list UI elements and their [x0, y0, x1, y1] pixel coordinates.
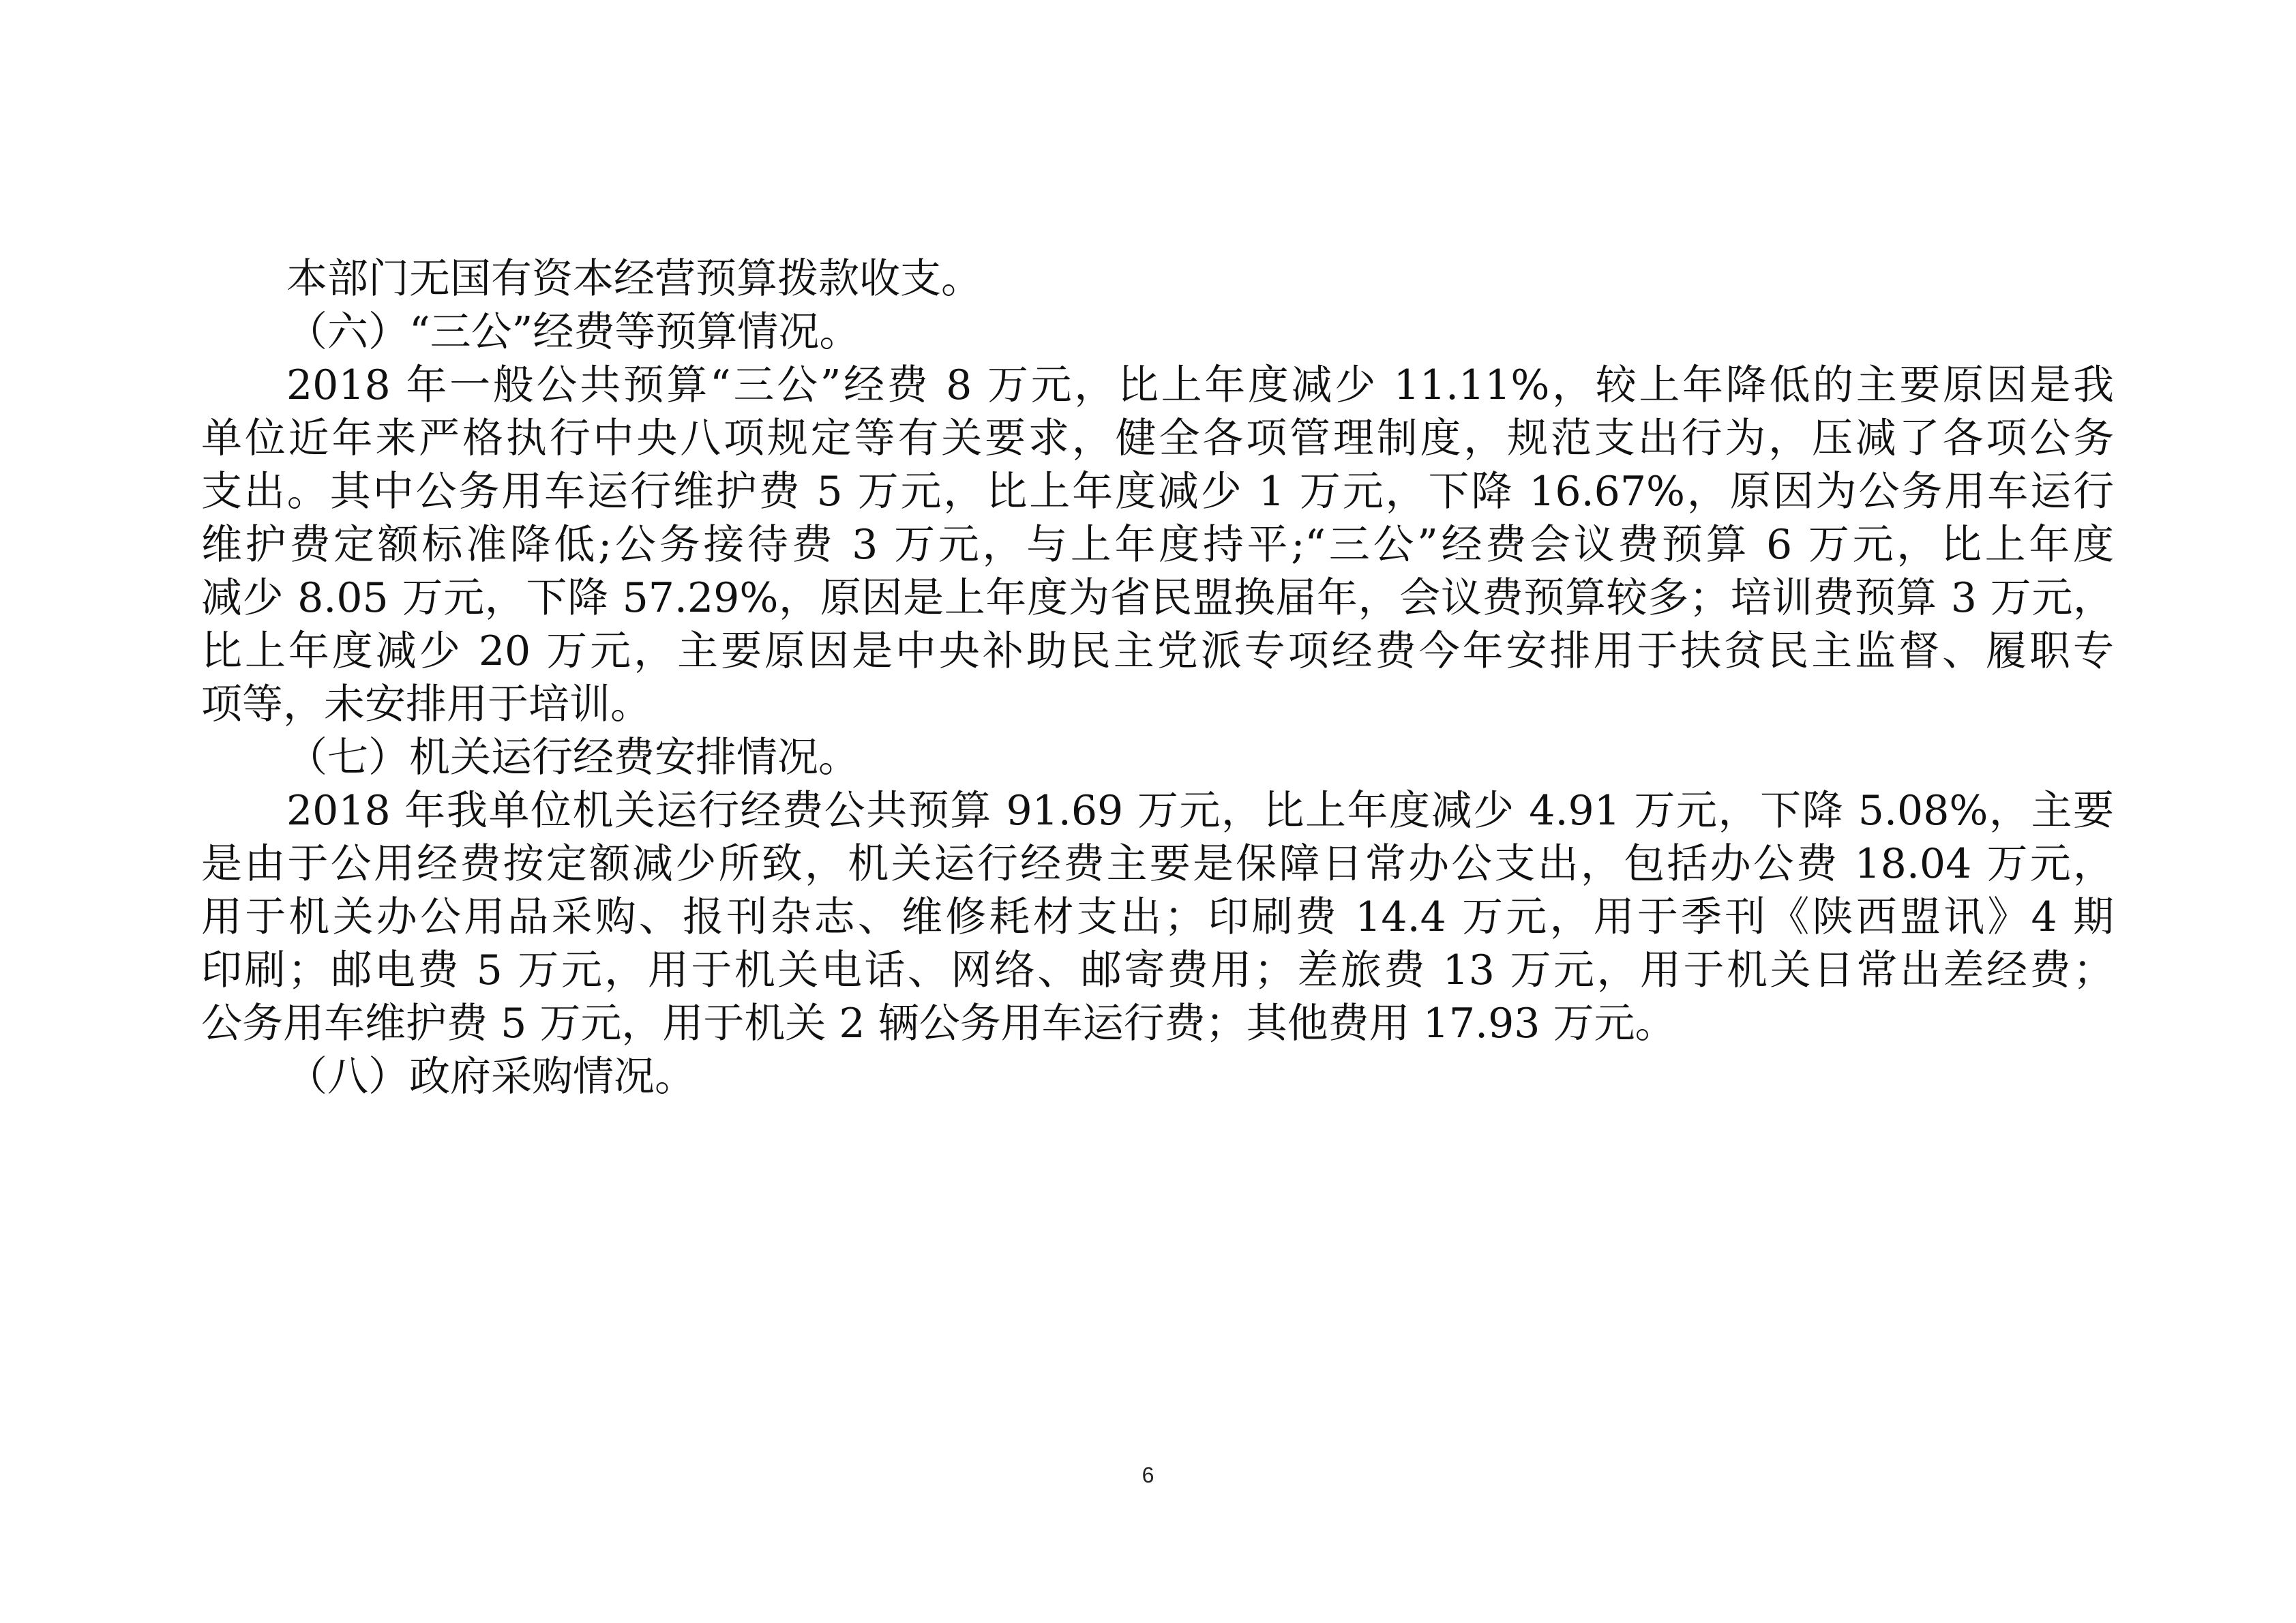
document-body	[201, 252, 2114, 1103]
paragraph-line: 维护费定额标准降低;公务接待费 3 万元，与上年度持平;“三公”经费会议费预算 6 万元，比上年度	[201, 521, 2114, 569]
paragraph-line: 支出。其中公务用车运行维护费 5 万元，比上年度减少 1 万元，下降 16.67%，原因为公务用车运行	[201, 468, 2114, 516]
section-heading-eight: （八）政府采购情况。	[286, 1053, 696, 1101]
section-heading-six: （六）“三公”经费等预算情况。	[286, 308, 861, 356]
paragraph-line: 2018 年一般公共预算“三公”经费 8 万元，比上年度减少 11.11%，较上年降低的主要原因是我	[286, 361, 2114, 409]
paragraph-line: 单位近年来严格执行中央八项规定等有关要求，健全各项管理制度，规范支出行为，压减了各项公务	[201, 415, 2114, 462]
paragraph-line: 公务用车维护费 5 万元，用于机关 2 辆公务用车运行费；其他费用 17.93 万元。	[201, 1000, 1676, 1047]
paragraph-line: 本部门无国有资本经营预算拨款收支。	[286, 255, 982, 303]
section-heading-seven: （七）机关运行经费安排情况。	[286, 734, 859, 781]
paragraph-line: 印刷；邮电费 5 万元，用于机关电话、网络、邮寄费用；差旅费 13 万元，用于机关日常出差经费；	[201, 947, 2114, 994]
paragraph-line: 2018 年我单位机关运行经费公共预算 91.69 万元，比上年度减少 4.91 万元，下降 5.08%，主要	[286, 787, 2115, 835]
paragraph-line: 是由于公用经费按定额减少所致，机关运行经费主要是保障日常办公支出，包括办公费 18.04 万元，	[201, 840, 2114, 888]
paragraph-line: 比上年度减少 20 万元，主要原因是中央补助民主党派专项经费今年安排用于扶贫民主监督、履职专	[201, 627, 2114, 675]
paragraph-line: 减少 8.05 万元，下降 57.29%，原因是上年度为省民盟换届年，会议费预算较多；培训费预算 3 万元，	[201, 574, 2114, 622]
page-number: 6	[1142, 1463, 1154, 1487]
paragraph-line: 项等，未安排用于培训。	[201, 681, 651, 728]
paragraph-line: 用于机关办公用品采购、报刊杂志、维修耗材支出；印刷费 14.4 万元，用于季刊《陕西盟讯》4 期	[201, 893, 2114, 941]
